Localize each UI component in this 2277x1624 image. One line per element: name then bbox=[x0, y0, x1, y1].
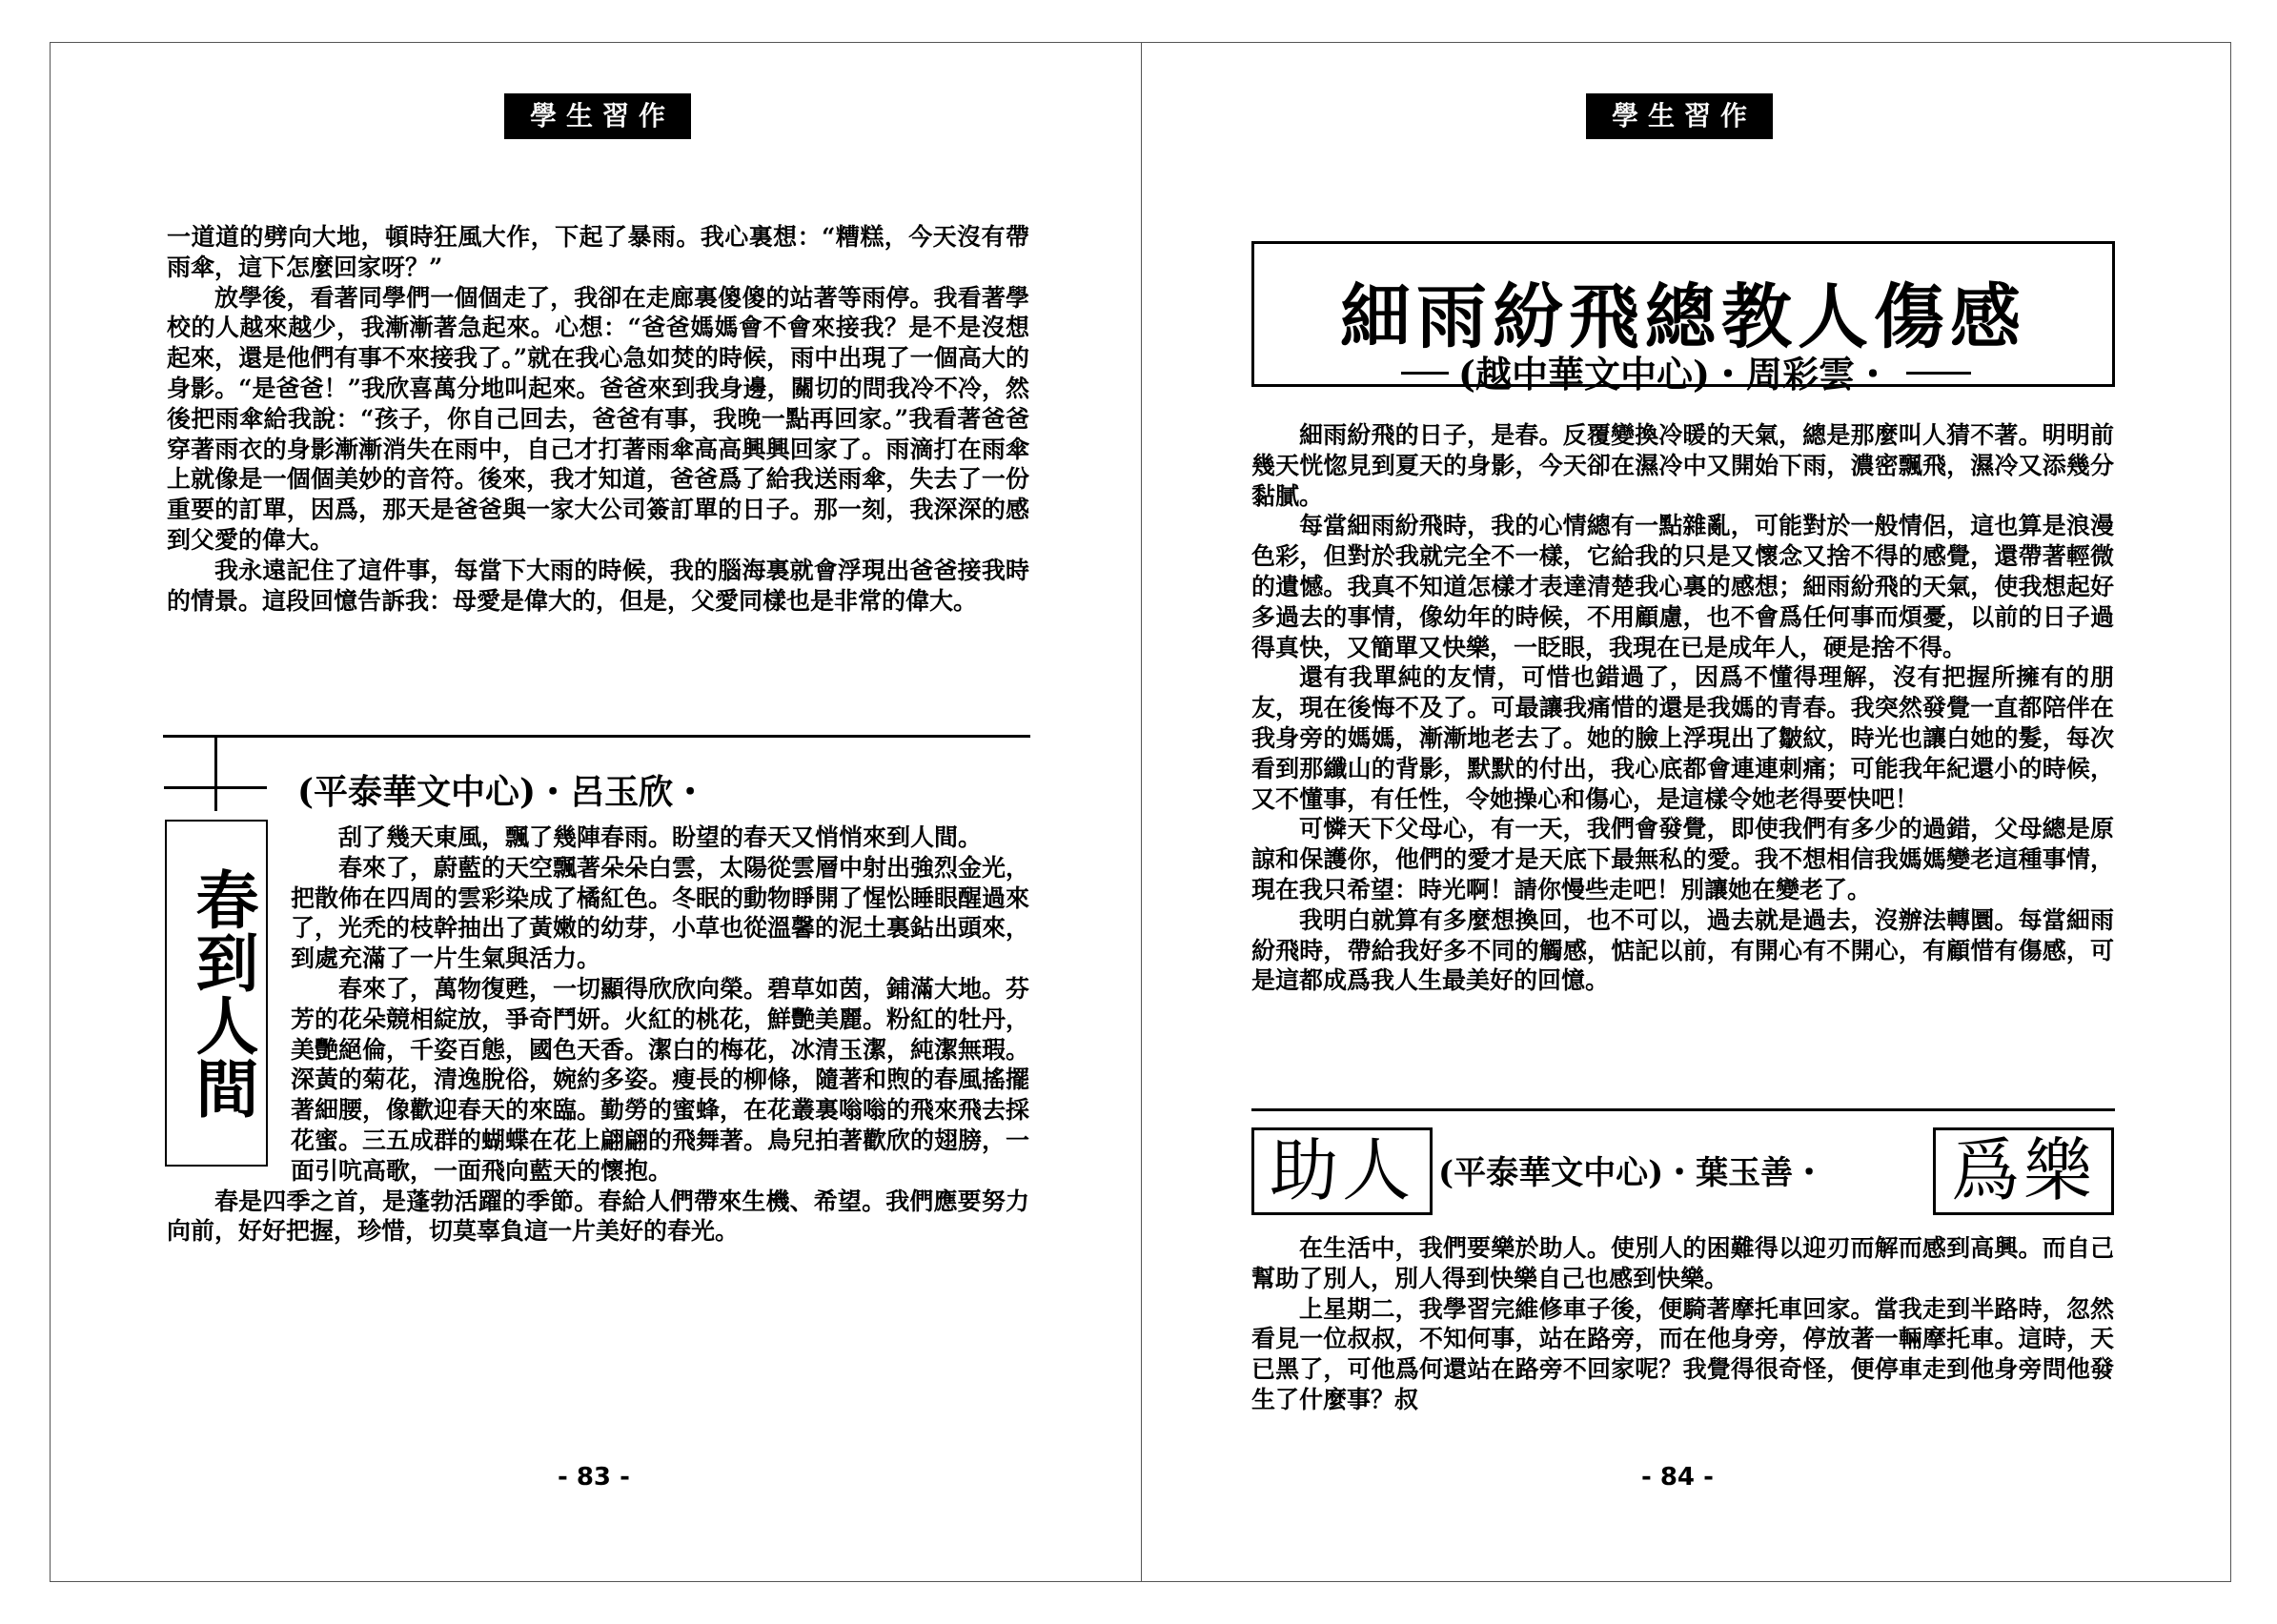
left-page-number: - 83 - bbox=[558, 1463, 630, 1492]
section-divider bbox=[1251, 1108, 2115, 1111]
paragraph: 可憐天下父母心，有一天，我們會發覺，即使我們有多少的過錯，父母總是原諒和保護你，他們的愛才是天底下最無私的愛。我不想相信我媽媽變老這種事情，現在我只希望：時光啊！請你慢些走吧！別讓她在變老了。 bbox=[1251, 815, 2114, 903]
paragraph: 我明白就算有多麼想換回，也不可以，過去就是過去，沒辦法轉圜。每當細雨紛飛時，帶給我好多不同的觸感，惦記以前，有開心有不開心，有顧惜有傷感，可是這都成爲我人生最美好的回憶。 bbox=[1251, 905, 2114, 995]
left-article2-byline: (平泰華文中心)・呂玉欣・ bbox=[297, 772, 708, 812]
left-continued-article bbox=[167, 222, 1029, 616]
paragraph: 刮了幾天東風，飄了幾陣春雨。盼望的春天又悄悄來到人間。 bbox=[338, 823, 983, 851]
paragraph: 細雨紛飛的日子，是春。反覆變換冷暖的天氣，總是那麼叫人猜不著。明明前幾天恍惚見到夏天的身影，今天卻在濕冷中又開始下雨，濃密飄飛，濕冷又添幾分黏膩。 bbox=[1251, 421, 2114, 510]
right-article1-title: 細雨紛飛總教人傷感 bbox=[1340, 276, 2026, 358]
paragraph: 每當細雨紛飛時，我的心情總有一點雜亂，可能對於一般情侶，這也算是浪漫色彩，但對於我就完全不一樣，它給我的只是又懷念又捨不得的感覺，還帶著輕微的遺憾。我真不知道怎樣才表達清楚我心裏的感想；細雨紛飛的天氣，使我想起好多過去的事情，像幼年的時候，不用顧慮，也不會爲任何事而煩憂，以前的日子過得真快，又簡單又快樂，一眨眼，我現在已是成年人，硬是捨不得。 bbox=[1251, 512, 2114, 661]
right-article2-byline: (平泰華文中心)・葉玉善・ bbox=[1438, 1154, 1826, 1192]
paragraph: 春是四季之首，是蓬勃活躍的季節。春給人們帶來生機、希望。我們應要努力向前，好好把握，珍惜，切莫辜負這一片美好的春光。 bbox=[167, 1187, 1029, 1246]
paragraph: 上星期二，我學習完維修車子後，便騎著摩托車回家。當我走到半路時，忽然看見一位叔叔，不知何事，站在路旁，而在他身旁，停放著一輛摩托車。這時，天已黑了，可他爲何還站在路旁不回家呢？我覺得很奇怪，便停車走到他身旁問他發生了什麼事？叔 bbox=[1251, 1294, 2114, 1413]
right-section-badge: 學生習作 bbox=[1586, 93, 1773, 139]
byline-dash-right bbox=[1906, 372, 1971, 375]
paragraph: 春來了，萬物復甦，一切顯得欣欣向榮。碧草如茵，鋪滿大地。芬芳的花朵競相綻放，爭奇鬥妍。火紅的桃花，鮮艷美麗。粉紅的牡丹，美艷絕倫，千姿百態，國色天香。潔白的梅花，冰清玉潔，純潔無瑕。深黃的菊花，清逸脫俗，婉約多姿。瘦長的柳條，隨著和煦的春風搖擺著細腰，像歡迎春天的來臨。勤勞的蜜蜂，在花叢裏嗡嗡的飛來飛去採花蜜。三五成群的蝴蝶在花上翩翩的飛舞著。鳥兒拍著歡欣的翅膀，一面引吭高歌，一面飛向藍天的懷抱。 bbox=[291, 974, 1030, 1185]
right-article1-byline: (越中華文中心)・周彩雲・ bbox=[1458, 353, 1891, 396]
right-page-number: - 84 - bbox=[1641, 1463, 1714, 1492]
left-article2-body bbox=[167, 822, 1029, 1247]
paragraph: 我永遠記住了這件事，每當下大雨的時候，我的腦海裏就會浮現出爸爸接我時的情景。這段回憶告訴我：母愛是偉大的，但是，父愛同樣也是非常的偉大。 bbox=[167, 556, 1029, 615]
paragraph: 在生活中，我們要樂於助人。使別人的困難得以迎刃而解而感到高興。而自己幫助了別人，別人得到快樂自己也感到快樂。 bbox=[1251, 1234, 2114, 1292]
paragraph: 一道道的劈向大地，頓時狂風大作，下起了暴雨。我心裏想：“糟糕，今天沒有帶雨傘，這下怎麼回家呀？” bbox=[167, 223, 1029, 281]
section-divider bbox=[163, 735, 1030, 738]
right-article2-body bbox=[1251, 1233, 2114, 1415]
cross-ornament-horizontal bbox=[164, 786, 267, 789]
paragraph: 放學後，看著同學們一個個走了，我卻在走廊裏傻傻的站著等雨停。我看著學校的人越來越少，我漸漸著急起來。心想：“爸爸媽媽會不會來接我？是不是沒想起來，還是他們有事不來接我了。”就在我心急如焚的時候，雨中出現了一個高大的身影。“是爸爸！”我欣喜萬分地叫起來。爸爸來到我身邊，關切的問我冷不冷，然後把雨傘給我說：“孩子，你自己回去，爸爸有事，我晚一點再回家。”我看著爸爸穿著雨衣的身影漸漸消失在雨中，自己才打著雨傘高高興興回家了。雨滴打在雨傘上就像是一個個美妙的音符。後來，我才知道，爸爸爲了給我送雨傘，失去了一份重要的訂單，因爲，那天是爸爸與一家大公司簽訂單的日子。那一刻，我深深的感到父愛的偉大。 bbox=[167, 283, 1029, 554]
right-article1-body bbox=[1251, 420, 2114, 996]
paragraph: 春來了，蔚藍的天空飄著朵朵白雲，太陽從雲層中射出強烈金光，把散佈在四周的雲彩染成了橘紅色。冬眠的動物睜開了惺忪睡眼醒過來了，光禿的枝幹抽出了黃嫩的幼芽，小草也從溫馨的泥土裏鉆出頭來，到處充滿了一片生氣與活力。 bbox=[291, 853, 1030, 973]
right-article2-title-part2: 爲樂 bbox=[1933, 1127, 2114, 1215]
left-section-badge: 學生習作 bbox=[504, 93, 691, 139]
right-article2-title-part1: 助人 bbox=[1251, 1127, 1433, 1215]
left-article2-title: 春到人間 bbox=[165, 820, 268, 1167]
paragraph: 還有我單純的友情，可惜也錯過了，因爲不懂得理解，沒有把握所擁有的朋友，現在後悔不及了。可最讓我痛惜的還是我媽的青春。我突然發覺一直都陪伴在我身旁的媽媽，漸漸地老去了。她的臉上浮現出了皺紋，時光也讓白她的髮，每次看到那纖山的背影，默默的付出，我心底都會連連刺痛；可能我年紀還小的時候，又不懂事，有任性，令她操心和傷心，是這樣令她老得要快吧！ bbox=[1251, 663, 2114, 813]
cross-ornament-vertical bbox=[214, 735, 217, 811]
byline-dash-left bbox=[1401, 372, 1449, 375]
